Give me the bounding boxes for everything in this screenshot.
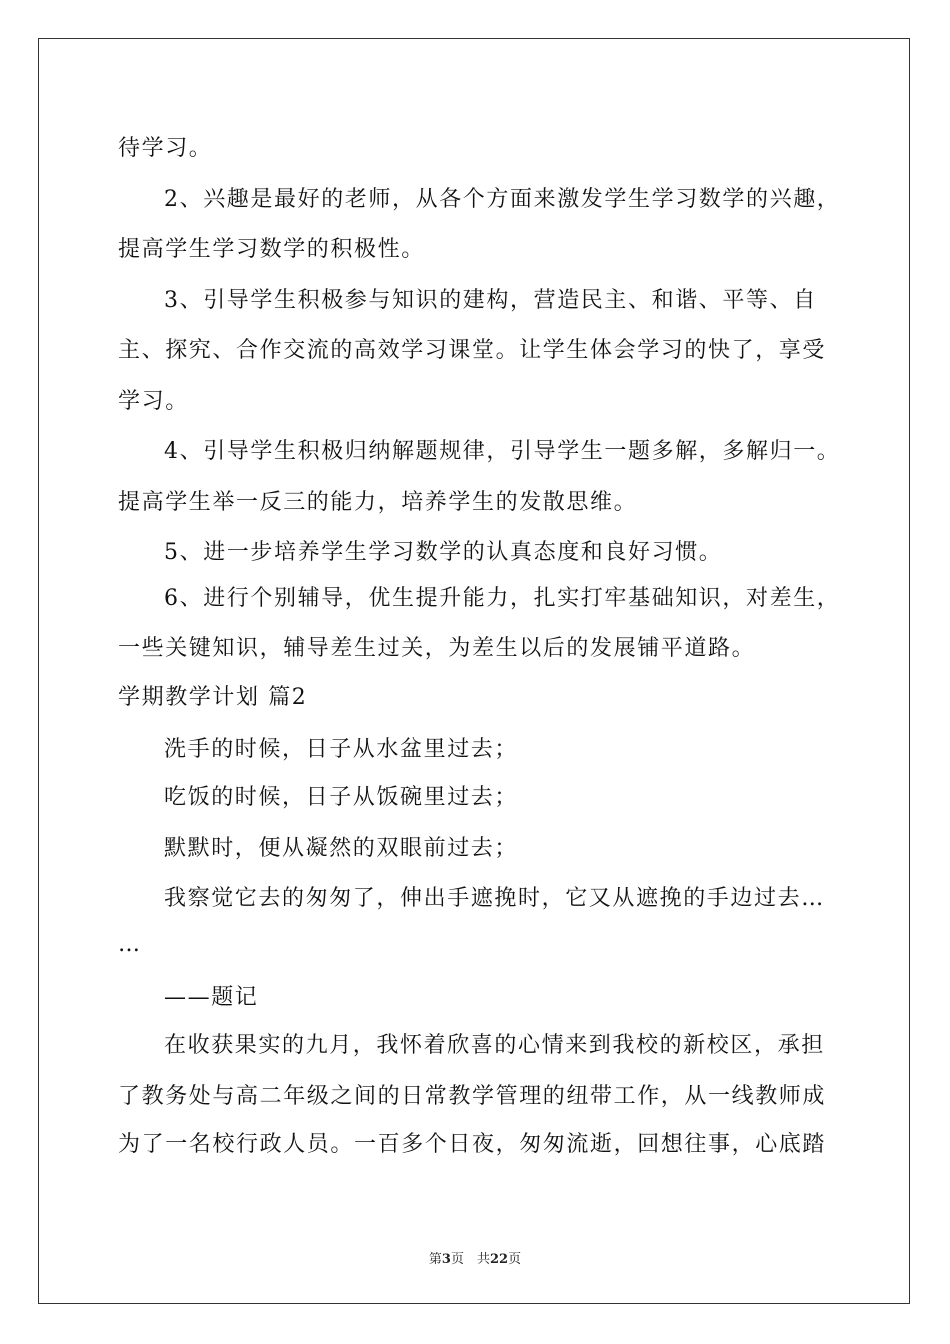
text-line: 在收获果实的九月，我怀着欣喜的心情来到我校的新校区，承担 (164, 1033, 825, 1058)
text-line: 默默时，便从凝然的双眼前过去； (164, 836, 519, 861)
page-number-suffix: 页 (508, 1252, 522, 1267)
text-line: 为了一名校行政人员。一百多个日夜，匆匆流逝，回想往事，心底踏 (118, 1132, 827, 1157)
page-border (38, 38, 910, 1304)
text-line: 2、兴趣是最好的老师，从各个方面来激发学生学习数学的兴趣， (164, 187, 841, 212)
text-line: 我察觉它去的匆匆了，伸出手遮挽时，它又从遮挽的手边过去… (164, 886, 825, 911)
text-line: 提高学生举一反三的能力，培养学生的发散思维。 (118, 490, 638, 515)
text-line: 一些关键知识，辅导差生过关，为差生以后的发展铺平道路。 (118, 636, 756, 661)
text-line: … (118, 932, 142, 957)
section-heading: 学期教学计划 篇2 (118, 685, 308, 710)
text-line: 了教务处与高二年级之间的日常教学管理的纽带工作，从一线教师成 (118, 1084, 827, 1109)
text-line: 学习。 (118, 389, 189, 414)
text-line: 洗手的时候，日子从水盆里过去； (164, 737, 519, 762)
text-line: 主、探究、合作交流的高效学习课堂。让学生体会学习的快了，享受 (118, 338, 827, 363)
page-total: 22 (489, 1252, 509, 1267)
epigraph-attribution: ——题记 (164, 985, 259, 1010)
page-number-prefix: 第 (428, 1252, 442, 1267)
text-line: 提高学生学习数学的积极性。 (118, 237, 425, 262)
page-current: 3 (441, 1252, 451, 1267)
text-line: 待学习。 (118, 136, 213, 161)
text-line: 吃饭的时候，日子从饭碗里过去； (164, 785, 519, 810)
page-footer (0, 1248, 950, 1267)
text-line: 5、进一步培养学生学习数学的认真态度和良好习惯。 (164, 540, 723, 565)
text-line: 6、进行个别辅导，优生提升能力，扎实打牢基础知识，对差生， (164, 586, 841, 611)
page-number-mid: 页 共 (450, 1252, 490, 1267)
text-line: 4、引导学生积极归纳解题规律，引导学生一题多解，多解归一。 (164, 439, 841, 464)
text-line: 3、引导学生积极参与知识的建构，营造民主、和谐、平等、自 (164, 288, 817, 313)
